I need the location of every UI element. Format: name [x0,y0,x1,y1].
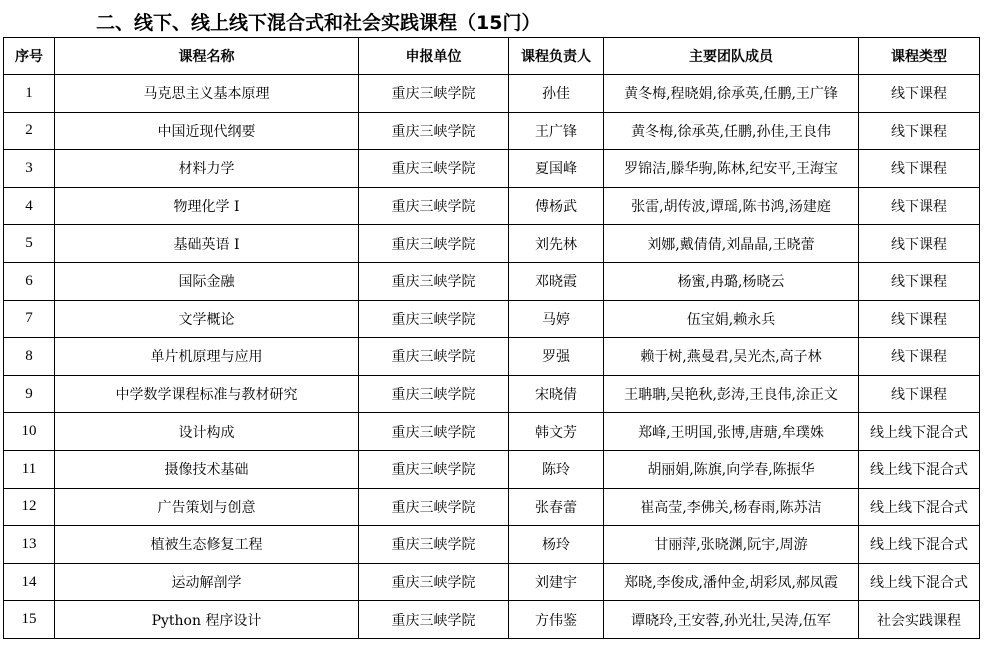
row-index: 6 [4,262,55,300]
applying-unit: 重庆三峡学院 [359,601,509,639]
team-members: 黄冬梅,程晓娟,徐承英,任鹏,王广锋 [604,75,859,113]
course-table [3,37,980,639]
course-leader: 张春蕾 [509,488,604,526]
course-type: 线上线下混合式 [859,526,980,564]
section-heading: 二、线下、线上线下混合式和社会实践课程（15门） [96,12,541,34]
team-members: 甘丽萍,张晓渊,阮宇,周游 [604,526,859,564]
team-members: 张雷,胡传波,谭瑶,陈书鸿,汤建庭 [604,187,859,225]
table-row [4,601,980,639]
course-name: 设计构成 [55,413,359,451]
header-leader: 课程负责人 [509,38,604,75]
applying-unit: 重庆三峡学院 [359,300,509,338]
course-name: 文学概论 [55,300,359,338]
team-members: 崔高莹,李佛关,杨春雨,陈苏洁 [604,488,859,526]
course-type: 线上线下混合式 [859,450,980,488]
course-type: 线下课程 [859,225,980,263]
course-type: 线下课程 [859,262,980,300]
course-type: 线下课程 [859,300,980,338]
row-index: 11 [4,450,55,488]
applying-unit: 重庆三峡学院 [359,150,509,188]
team-members: 刘娜,戴倩倩,刘晶晶,王晓蕾 [604,225,859,263]
course-leader: 韩文芳 [509,413,604,451]
applying-unit: 重庆三峡学院 [359,225,509,263]
applying-unit: 重庆三峡学院 [359,375,509,413]
applying-unit: 重庆三峡学院 [359,187,509,225]
course-type: 线上线下混合式 [859,563,980,601]
course-leader: 孙佳 [509,75,604,113]
row-index: 3 [4,150,55,188]
course-name: 中学数学课程标准与教材研究 [55,375,359,413]
table-row [4,75,980,113]
table-row [4,150,980,188]
row-index: 10 [4,413,55,451]
table-row [4,112,980,150]
table-row [4,375,980,413]
course-type: 线上线下混合式 [859,488,980,526]
header-unit: 申报单位 [359,38,509,75]
course-name: 摄像技术基础 [55,450,359,488]
applying-unit: 重庆三峡学院 [359,75,509,113]
row-index: 8 [4,338,55,376]
row-index: 5 [4,225,55,263]
course-type: 线下课程 [859,375,980,413]
table-row [4,563,980,601]
row-index: 1 [4,75,55,113]
table-header-row [4,38,980,75]
table-row [4,225,980,263]
course-name: 国际金融 [55,262,359,300]
course-name: 广告策划与创意 [55,488,359,526]
course-name: 物理化学 I [55,187,359,225]
table-row [4,450,980,488]
table-row [4,526,980,564]
applying-unit: 重庆三峡学院 [359,488,509,526]
team-members: 郑晓,李俊成,潘仲金,胡彩凤,郝凤霞 [604,563,859,601]
course-name: 中国近现代纲要 [55,112,359,150]
course-type: 线下课程 [859,338,980,376]
team-members: 罗锦洁,滕华驹,陈林,纪安平,王海宝 [604,150,859,188]
course-leader: 方伟鉴 [509,601,604,639]
course-name: Python 程序设计 [55,601,359,639]
team-members: 赖于树,燕曼君,吴光杰,高子林 [604,338,859,376]
row-index: 7 [4,300,55,338]
course-leader: 杨玲 [509,526,604,564]
applying-unit: 重庆三峡学院 [359,112,509,150]
row-index: 14 [4,563,55,601]
table-row [4,300,980,338]
team-members: 伍宝娟,赖永兵 [604,300,859,338]
header-team: 主要团队成员 [604,38,859,75]
row-index: 4 [4,187,55,225]
row-index: 2 [4,112,55,150]
applying-unit: 重庆三峡学院 [359,450,509,488]
team-members: 杨蜜,冉璐,杨晓云 [604,262,859,300]
table-row [4,187,980,225]
course-leader: 傅杨武 [509,187,604,225]
applying-unit: 重庆三峡学院 [359,413,509,451]
course-leader: 邓晓霞 [509,262,604,300]
course-leader: 陈玲 [509,450,604,488]
course-leader: 王广锋 [509,112,604,150]
course-leader: 马婷 [509,300,604,338]
course-name: 基础英语 I [55,225,359,263]
course-leader: 刘建宇 [509,563,604,601]
team-members: 王聃聃,吴艳秋,彭涛,王良伟,涂正文 [604,375,859,413]
team-members: 胡丽娟,陈旗,向学春,陈振华 [604,450,859,488]
course-leader: 罗强 [509,338,604,376]
applying-unit: 重庆三峡学院 [359,262,509,300]
table-row [4,338,980,376]
team-members: 黄冬梅,徐承英,任鹏,孙佳,王良伟 [604,112,859,150]
course-name: 单片机原理与应用 [55,338,359,376]
team-members: 谭晓玲,王安蓉,孙光壮,吴涛,伍军 [604,601,859,639]
course-name: 运动解剖学 [55,563,359,601]
row-index: 12 [4,488,55,526]
table-row [4,413,980,451]
course-leader: 宋晓倩 [509,375,604,413]
course-type: 线上线下混合式 [859,413,980,451]
course-leader: 夏国峰 [509,150,604,188]
team-members: 郑峰,王明国,张博,唐瑭,牟璞姝 [604,413,859,451]
row-index: 13 [4,526,55,564]
course-type: 社会实践课程 [859,601,980,639]
course-name: 植被生态修复工程 [55,526,359,564]
course-leader: 刘先林 [509,225,604,263]
course-type: 线下课程 [859,150,980,188]
header-index: 序号 [4,38,55,75]
course-type: 线下课程 [859,187,980,225]
course-name: 马克思主义基本原理 [55,75,359,113]
row-index: 9 [4,375,55,413]
header-course-name: 课程名称 [55,38,359,75]
course-type: 线下课程 [859,112,980,150]
course-type: 线下课程 [859,75,980,113]
applying-unit: 重庆三峡学院 [359,563,509,601]
table-row [4,262,980,300]
course-name: 材料力学 [55,150,359,188]
table-row [4,488,980,526]
applying-unit: 重庆三峡学院 [359,526,509,564]
header-type: 课程类型 [859,38,980,75]
applying-unit: 重庆三峡学院 [359,338,509,376]
row-index: 15 [4,601,55,639]
